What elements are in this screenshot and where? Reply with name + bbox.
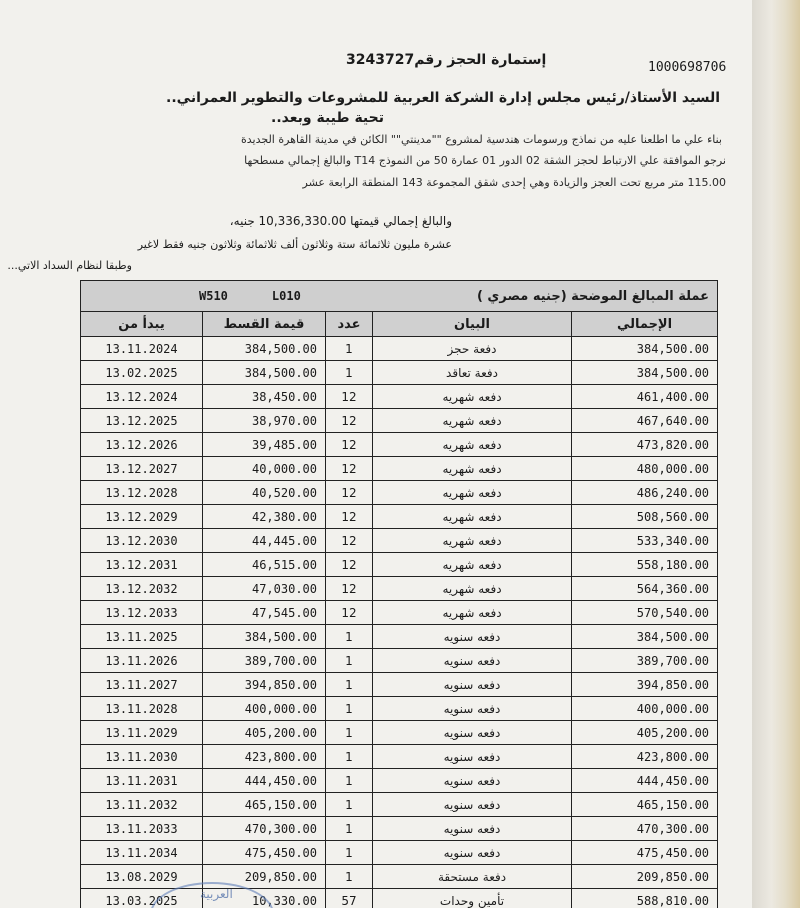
letter-salutation: السيد الأستاذ/رئيس مجلس إدارة الشركة العربية للمشروعات والتطوير العمراني.. — [166, 90, 720, 106]
cell-installment: 470,300.00 — [203, 817, 326, 841]
cell-description: دفعه شهريه — [373, 529, 572, 553]
cell-count: 1 — [326, 817, 373, 841]
col-installment: قيمة القسط — [203, 312, 326, 337]
column-headers — [81, 312, 718, 337]
cell-start-date: 13.12.2026 — [81, 433, 203, 457]
letter-greeting: تحية طيبة وبعد.. — [271, 110, 384, 126]
cell-installment: 444,450.00 — [203, 769, 326, 793]
cell-start-date: 13.08.2029 — [81, 865, 203, 889]
letter-body-line-2: نرجو الموافقة علي الارتباط لحجز الشقة 02 الدور 01 عمارة 50 من النموذج T14 والبالغ إجمالي مسطحها — [244, 154, 726, 167]
cell-installment: 384,500.00 — [203, 337, 326, 361]
cell-start-date: 13.12.2027 — [81, 457, 203, 481]
table-row — [81, 361, 718, 385]
table-row — [81, 457, 718, 481]
cell-total: 423,800.00 — [572, 745, 718, 769]
cell-description: دفعه شهريه — [373, 457, 572, 481]
cell-count: 12 — [326, 529, 373, 553]
cell-installment: 384,500.00 — [203, 361, 326, 385]
cell-total: 508,560.00 — [572, 505, 718, 529]
table-row — [81, 553, 718, 577]
cell-start-date: 13.11.2025 — [81, 625, 203, 649]
table-row — [81, 385, 718, 409]
currency-note: عملة المبالغ الموضحة (جنيه مصري ) — [476, 288, 710, 304]
reference-number: 1000698706 — [648, 60, 727, 75]
col-start-date: يبدأ من — [81, 312, 203, 337]
cell-start-date: 13.11.2028 — [81, 697, 203, 721]
cell-start-date: 13.12.2032 — [81, 577, 203, 601]
cell-total: 486,240.00 — [572, 481, 718, 505]
table-row — [81, 673, 718, 697]
cell-installment: 423,800.00 — [203, 745, 326, 769]
cell-total: 444,450.00 — [572, 769, 718, 793]
table-header-bar — [81, 281, 718, 312]
table-row — [81, 721, 718, 745]
cell-total: 465,150.00 — [572, 793, 718, 817]
cell-count: 12 — [326, 385, 373, 409]
cell-total: 480,000.00 — [572, 457, 718, 481]
cell-installment: 42,380.00 — [203, 505, 326, 529]
cell-total: 389,700.00 — [572, 649, 718, 673]
cell-installment: 465,150.00 — [203, 793, 326, 817]
cell-description: دفعه شهريه — [373, 481, 572, 505]
cell-count: 1 — [326, 745, 373, 769]
cell-start-date: 13.11.2033 — [81, 817, 203, 841]
cell-installment: 46,515.00 — [203, 553, 326, 577]
table-row — [81, 625, 718, 649]
cell-total: 467,640.00 — [572, 409, 718, 433]
cell-description: دفعه سنويه — [373, 721, 572, 745]
cell-start-date: 13.12.2028 — [81, 481, 203, 505]
cell-count: 12 — [326, 409, 373, 433]
cell-count: 57 — [326, 889, 373, 908]
cell-start-date: 13.11.2027 — [81, 673, 203, 697]
stamp-text: العربية — [200, 887, 233, 901]
cell-start-date: 13.11.2034 — [81, 841, 203, 865]
table-row — [81, 409, 718, 433]
cell-installment: 209,850.00 — [203, 865, 326, 889]
payment-plan-intro: وطبقا لنظام السداد الاتي... — [7, 259, 132, 272]
cell-description: دفعه سنويه — [373, 673, 572, 697]
cell-count: 1 — [326, 769, 373, 793]
cell-total: 384,500.00 — [572, 625, 718, 649]
code-1: W510 — [199, 288, 228, 303]
cell-start-date: 13.11.2029 — [81, 721, 203, 745]
total-in-words: عشرة مليون ثلاثمائة ستة وثلاثون ألف ثلاثمائة وثلاثون جنيه فقط لاغير — [137, 238, 452, 251]
col-total: الإجمالي — [572, 312, 718, 337]
cell-count: 12 — [326, 601, 373, 625]
cell-start-date: 13.12.2031 — [81, 553, 203, 577]
cell-description: دفعه سنويه — [373, 841, 572, 865]
cell-total: 405,200.00 — [572, 721, 718, 745]
cell-installment: 405,200.00 — [203, 721, 326, 745]
cell-description: دفعه شهريه — [373, 553, 572, 577]
cell-start-date: 13.11.2030 — [81, 745, 203, 769]
cell-count: 1 — [326, 697, 373, 721]
cell-description: دفعه شهريه — [373, 505, 572, 529]
code-2: L010 — [271, 288, 301, 303]
cell-description: دفعه شهريه — [373, 577, 572, 601]
table-row — [81, 337, 718, 361]
cell-start-date: 13.11.2031 — [81, 769, 203, 793]
cell-total: 533,340.00 — [572, 529, 718, 553]
cell-description: دفعه سنويه — [373, 817, 572, 841]
cell-description: دفعه شهريه — [373, 601, 572, 625]
table-row — [81, 577, 718, 601]
table-row — [81, 793, 718, 817]
cell-count: 1 — [326, 361, 373, 385]
cell-count: 1 — [326, 625, 373, 649]
cell-count: 1 — [326, 865, 373, 889]
cell-start-date: 13.12.2024 — [81, 385, 203, 409]
cell-installment: 47,030.00 — [203, 577, 326, 601]
cell-description: دفعة مستحقة — [373, 865, 572, 889]
cell-total: 461,400.00 — [572, 385, 718, 409]
total-value-line: والبالغ إجمالي قيمتها 10,336,330.00 جنيه، — [229, 214, 452, 228]
cell-installment: 44,445.00 — [203, 529, 326, 553]
cell-installment: 475,450.00 — [203, 841, 326, 865]
cell-start-date: 13.12.2025 — [81, 409, 203, 433]
cell-start-date: 13.11.2026 — [81, 649, 203, 673]
cell-description: دفعه سنويه — [373, 625, 572, 649]
table-row — [81, 505, 718, 529]
cell-total: 384,500.00 — [572, 361, 718, 385]
col-count: عدد — [326, 312, 373, 337]
letter-body-line-3: 115.00 متر مربع تحت العجز والزيادة وهي إحدى شقق المجموعة 143 المنطقة الرابعة عشر — [302, 176, 726, 189]
payment-schedule-table — [80, 280, 718, 908]
cell-count: 1 — [326, 793, 373, 817]
cell-installment: 39,485.00 — [203, 433, 326, 457]
cell-count: 1 — [326, 337, 373, 361]
cell-description: دفعه سنويه — [373, 649, 572, 673]
cell-count: 12 — [326, 481, 373, 505]
cell-description: دفعه سنويه — [373, 697, 572, 721]
cell-start-date: 13.11.2024 — [81, 337, 203, 361]
cell-total: 475,450.00 — [572, 841, 718, 865]
table-row — [81, 433, 718, 457]
cell-description: دفعه شهريه — [373, 433, 572, 457]
cell-count: 12 — [326, 553, 373, 577]
cell-count: 12 — [326, 457, 373, 481]
cell-count: 12 — [326, 433, 373, 457]
cell-start-date: 13.12.2029 — [81, 505, 203, 529]
cell-total: 470,300.00 — [572, 817, 718, 841]
cell-count: 1 — [326, 721, 373, 745]
cell-installment: 389,700.00 — [203, 649, 326, 673]
cell-count: 12 — [326, 577, 373, 601]
cell-total: 558,180.00 — [572, 553, 718, 577]
cell-start-date: 13.12.2030 — [81, 529, 203, 553]
cell-count: 12 — [326, 505, 373, 529]
cell-description: دفعه سنويه — [373, 793, 572, 817]
cell-installment: 10,330.00 — [203, 889, 326, 908]
cell-total: 394,850.00 — [572, 673, 718, 697]
cell-start-date: 13.03.2025 — [81, 889, 203, 908]
cell-total: 570,540.00 — [572, 601, 718, 625]
cell-installment: 384,500.00 — [203, 625, 326, 649]
cell-description: دفعة حجز — [373, 337, 572, 361]
cell-start-date: 13.11.2032 — [81, 793, 203, 817]
cell-description: تأمين وحدات — [373, 889, 572, 908]
table-row — [81, 481, 718, 505]
cell-installment: 400,000.00 — [203, 697, 326, 721]
cell-count: 1 — [326, 841, 373, 865]
cell-start-date: 13.12.2033 — [81, 601, 203, 625]
cell-total: 473,820.00 — [572, 433, 718, 457]
cell-description: دفعه شهريه — [373, 409, 572, 433]
stacked-pages-edge — [752, 0, 800, 908]
cell-total: 588,810.00 — [572, 889, 718, 908]
cell-total: 400,000.00 — [572, 697, 718, 721]
table-row — [81, 841, 718, 865]
table-row — [81, 865, 718, 889]
cell-description: دفعه سنويه — [373, 745, 572, 769]
cell-installment: 47,545.00 — [203, 601, 326, 625]
cell-installment: 38,970.00 — [203, 409, 326, 433]
cell-count: 1 — [326, 649, 373, 673]
cell-start-date: 13.02.2025 — [81, 361, 203, 385]
cell-total: 209,850.00 — [572, 865, 718, 889]
table-row — [81, 745, 718, 769]
cell-description: دفعه سنويه — [373, 769, 572, 793]
table-row — [81, 697, 718, 721]
cell-installment: 394,850.00 — [203, 673, 326, 697]
table-row — [81, 817, 718, 841]
cell-installment: 40,000.00 — [203, 457, 326, 481]
table-row — [81, 649, 718, 673]
letter-body-line-1: بناء علي ما اطلعنا عليه من نماذج ورسومات هندسية لمشروع ""مدينتي"" الكائن في مدينة القاهرة الجديدة — [240, 133, 722, 146]
cell-description: دفعه شهريه — [373, 385, 572, 409]
table-row — [81, 601, 718, 625]
form-title: إستمارة الحجز رقم3243727 — [346, 52, 547, 68]
cell-count: 1 — [326, 673, 373, 697]
cell-total: 564,360.00 — [572, 577, 718, 601]
table-row — [81, 529, 718, 553]
cell-installment: 38,450.00 — [203, 385, 326, 409]
unit-codes — [89, 289, 345, 303]
cell-total: 384,500.00 — [572, 337, 718, 361]
cell-description: دفعة تعاقد — [373, 361, 572, 385]
cell-installment: 40,520.00 — [203, 481, 326, 505]
col-description: البيان — [373, 312, 572, 337]
table-row — [81, 769, 718, 793]
